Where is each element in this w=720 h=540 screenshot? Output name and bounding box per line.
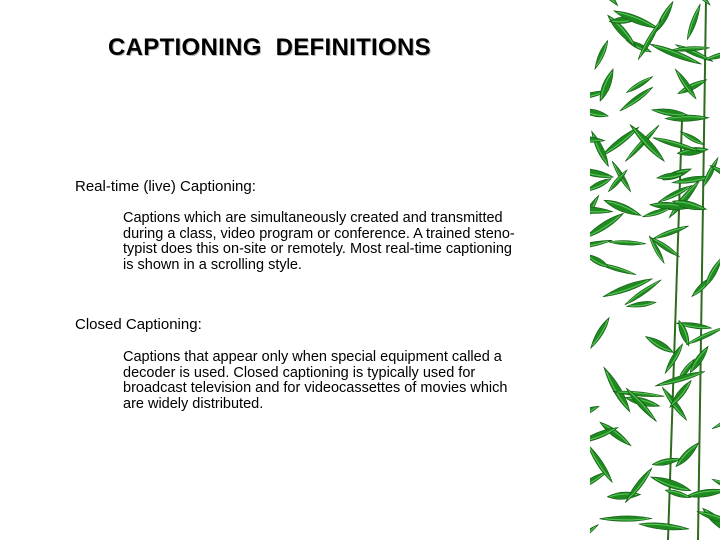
bamboo-leaf [590,403,600,424]
bamboo-leaf [653,224,690,241]
bamboo-leaf [590,106,609,119]
bamboo-leaf [667,178,703,220]
bamboo-leaf [600,516,653,522]
bamboo-leaf [590,252,610,270]
bamboo-leaf [673,440,701,469]
bamboo-leaf [654,369,705,389]
bamboo-leaf [711,402,720,431]
bamboo-leaf [590,166,614,181]
definition-line: decoder is used. Closed captioning is typically used for [123,364,476,381]
bamboo-leaf [647,235,666,264]
definition-line: is shown in a scrolling style. [123,256,302,273]
bamboo-leaf [609,240,647,246]
bamboo-leaf [684,0,712,7]
term-realtime-captioning: Real-time (live) Captioning: [75,178,256,195]
definition-line: are widely distributed. [123,395,264,412]
bamboo-leaf [590,211,625,242]
bamboo-leaf [687,344,711,374]
bamboo-leaf [593,39,611,70]
bamboo-leaf [590,238,613,253]
bamboo-leaf [686,487,720,500]
bamboo-leaf [590,0,621,8]
bamboo-leaves-decoration [590,0,720,540]
bamboo-leaf [628,122,667,163]
bamboo-leaf [625,75,653,95]
term-closed-captioning: Closed Captioning: [75,316,202,333]
bamboo-leaf [590,523,600,540]
definition-line: Captions which are simultaneously created and transmitted [123,210,503,226]
bamboo-leaf [624,124,661,163]
definition-line: broadcast television and for videocassettes of movies which [123,380,508,396]
slide-title: CAPTIONING DEFINITIONS [108,34,431,61]
bamboo-leaf [623,466,654,504]
bamboo-leaf [639,521,690,532]
bamboo-leaf [644,334,675,356]
definition-realtime-captioning [123,211,573,273]
definition-line: typist does this on-site or remotely. Most real-time captioning [123,241,512,257]
bamboo-leaf [685,3,703,40]
definition-line: Captions that appear only when special equipment called a [123,349,502,365]
bamboo-leaf [642,206,671,219]
definition-line: during a class, video program or conference. A trained steno- [123,225,515,242]
definition-closed-captioning [123,350,573,412]
bamboo-leaf [590,316,612,350]
bamboo-leaf [671,46,709,52]
bamboo-leaf [597,67,617,102]
bamboo-leaf [603,197,643,219]
bamboo-leaf [618,85,654,113]
